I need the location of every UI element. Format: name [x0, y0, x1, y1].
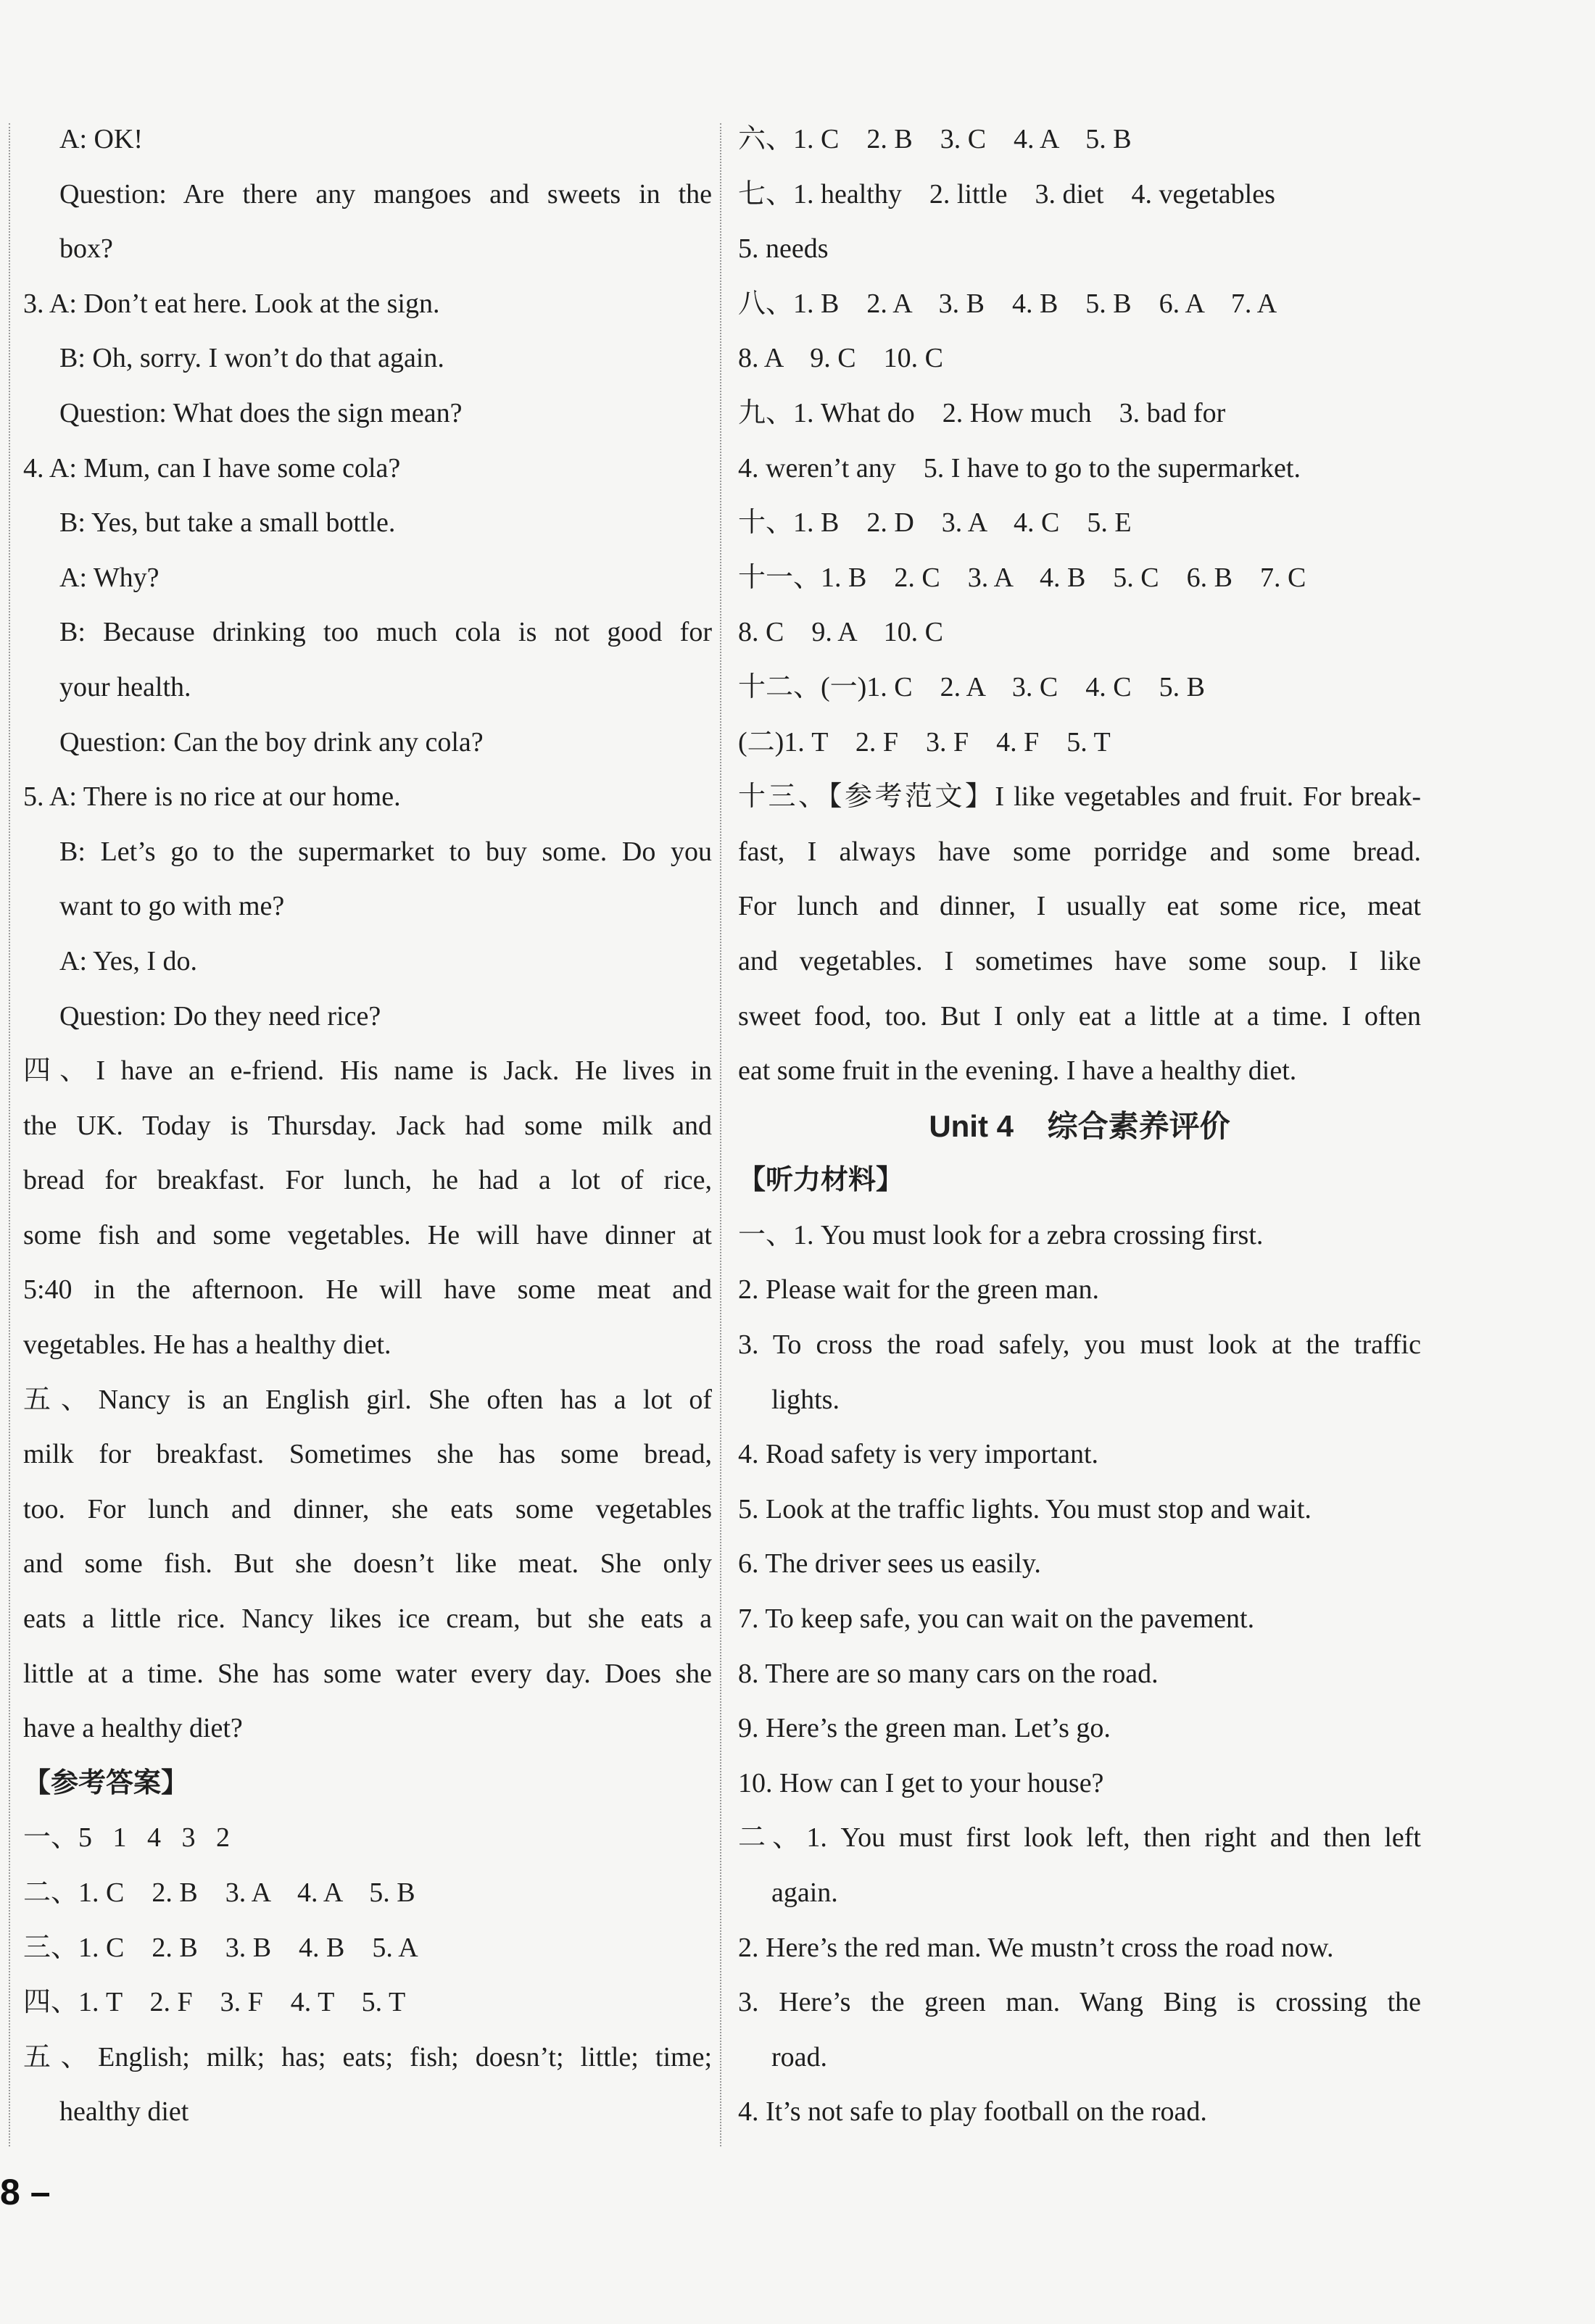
left-column-line: 【参考答案】	[23, 1767, 189, 1798]
left-column-line: 四、I have an e-friend. His name is Jack. He lives in	[23, 1055, 712, 1087]
right-column-line: 八、1. B 2. A 3. B 4. B 5. B 6. A 7. A	[738, 288, 1277, 319]
left-column-line: want to go with me?	[59, 891, 285, 922]
right-column-line: 2. Here’s the red man. We mustn’t cross the road now.	[738, 1932, 1334, 1963]
left-column-line: eats a little rice. Nancy likes ice cream, but she eats a	[23, 1603, 712, 1635]
right-column-line: eat some fruit in the evening. I have a healthy diet.	[738, 1055, 1297, 1087]
left-column-line: Question: Do they need rice?	[59, 1000, 381, 1032]
left-column-line: 3. A: Don’t eat here. Look at the sign.	[23, 288, 440, 319]
left-column-line: bread for breakfast. For lunch, he had a lot of rice,	[23, 1165, 712, 1196]
left-column-line: B: Oh, sorry. I won’t do that again.	[59, 343, 444, 374]
left-column-line: Question: Can the boy drink any cola?	[59, 726, 484, 758]
right-column-line: 十、1. B 2. D 3. A 4. C 5. E	[738, 507, 1132, 539]
right-column-line: lights.	[771, 1384, 840, 1415]
right-column-line: 十二、(一)1. C 2. A 3. C 4. C 5. B	[738, 671, 1205, 702]
left-column-line: and some fish. But she doesn’t like meat. She only	[23, 1548, 712, 1580]
left-column-line: 五、Nancy is an English girl. She often has a lot of	[23, 1384, 712, 1415]
right-column-line: 二、1. You must first look left, then right and then left	[738, 1822, 1421, 1854]
right-column-line: 十三、【参考范文】I like vegetables and fruit. For break-	[738, 781, 1421, 813]
left-column-line: 三、1. C 2. B 3. B 4. B 5. A	[23, 1932, 418, 1963]
left-column-line: have a healthy diet?	[23, 1713, 243, 1744]
left-column-line: 一、5 1 4 3 2	[23, 1822, 231, 1854]
right-column-line: 六、1. C 2. B 3. C 4. A 5. B	[738, 124, 1132, 154]
left-column-line: A: OK!	[59, 124, 144, 154]
right-column-line: 8. There are so many cars on the road.	[738, 1658, 1159, 1689]
right-column	[738, 112, 1421, 2140]
left-column-line: B: Because drinking too much cola is not good for	[59, 617, 712, 648]
left-column-line: box?	[59, 233, 113, 265]
right-column-line: 8. A 9. C 10. C	[738, 343, 943, 374]
right-column-line: 【听力材料】	[738, 1165, 904, 1196]
page-number: 8 –	[0, 2172, 51, 2212]
left-column-line: B: Yes, but take a small bottle.	[59, 507, 396, 539]
left-column-line: B: Let’s go to the supermarket to buy some. Do you	[59, 836, 712, 867]
right-column-line: fast, I always have some porridge and some bread.	[738, 836, 1421, 867]
right-column-line: 十一、1. B 2. C 3. A 4. B 5. C 6. B 7. C	[738, 562, 1306, 593]
right-column-line: 9. Here’s the green man. Let’s go.	[738, 1713, 1111, 1744]
left-margin-rule	[9, 123, 10, 2146]
right-column-line: again.	[771, 1877, 838, 1908]
left-column-line: A: Why?	[59, 562, 160, 593]
right-column-line: 10. How can I get to your house?	[738, 1767, 1104, 1798]
left-column-line: 4. A: Mum, can I have some cola?	[23, 452, 401, 484]
left-column-line: milk for breakfast. Sometimes she has some bread,	[23, 1439, 712, 1470]
right-column-line: 3. Here’s the green man. Wang Bing is crossing the	[738, 1987, 1421, 2018]
column-divider	[720, 123, 721, 2146]
right-column-line: 2. Please wait for the green man.	[738, 1274, 1100, 1306]
right-column-line: 3. To cross the road safely, you must look at the traffic	[738, 1329, 1421, 1361]
left-column-line: 5:40 in the afternoon. He will have some meat and	[23, 1274, 712, 1306]
right-column-line: sweet food, too. But I only eat a little at a time. I often	[738, 1000, 1421, 1032]
left-column-line: Question: What does the sign mean?	[59, 397, 463, 428]
left-column-line: 四、1. T 2. F 3. F 4. T 5. T	[23, 1987, 406, 2018]
left-column-line: too. For lunch and dinner, she eats some vegetables	[23, 1493, 712, 1524]
right-column-line: 4. weren’t any 5. I have to go to the supermarket.	[738, 452, 1301, 484]
right-column-line: 一、1. You must look for a zebra crossing first.	[738, 1219, 1264, 1250]
left-column-line: 二、1. C 2. B 3. A 4. A 5. B	[23, 1877, 415, 1908]
right-column-line: 5. Look at the traffic lights. You must stop and wait.	[738, 1493, 1312, 1524]
right-column-line: 4. It’s not safe to play football on the road.	[738, 2096, 1207, 2128]
right-column-line: 8. C 9. A 10. C	[738, 617, 943, 648]
left-column-line: your health.	[59, 671, 191, 702]
right-column-line: 七、1. healthy 2. little 3. diet 4. vegetables	[738, 178, 1275, 209]
left-column	[23, 112, 712, 2140]
right-column-line: (二)1. T 2. F 3. F 4. F 5. T	[738, 726, 1111, 758]
left-column-line: 5. A: There is no rice at our home.	[23, 781, 401, 813]
right-column-line: 4. Road safety is very important.	[738, 1439, 1099, 1470]
right-column-line: and vegetables. I sometimes have some soup. I like	[738, 945, 1421, 976]
right-column-line: 九、1. What do 2. How much 3. bad for	[738, 397, 1226, 428]
left-column-line: the UK. Today is Thursday. Jack had some milk and	[23, 1110, 712, 1141]
left-column-line: A: Yes, I do.	[59, 945, 198, 976]
right-column-line: 7. To keep safe, you can wait on the pavement.	[738, 1603, 1255, 1635]
left-column-line: Question: Are there any mangoes and sweets in the	[59, 178, 712, 209]
right-column-line: Unit 4 综合素养评价	[929, 1108, 1230, 1143]
left-column-line: little at a time. She has some water every day. Does she	[23, 1658, 712, 1689]
right-column-line: 5. needs	[738, 233, 829, 265]
right-column-line: 6. The driver sees us easily.	[738, 1548, 1041, 1580]
left-column-line: some fish and some vegetables. He will have dinner at	[23, 1219, 712, 1250]
right-column-line: road.	[771, 2041, 828, 2072]
right-column-line: For lunch and dinner, I usually eat some rice, meat	[738, 891, 1421, 922]
left-column-line: 五、English; milk; has; eats; fish; doesn’t; little; time;	[23, 2041, 712, 2072]
left-column-line: vegetables. He has a healthy diet.	[23, 1329, 392, 1361]
left-column-line: healthy diet	[59, 2096, 189, 2128]
